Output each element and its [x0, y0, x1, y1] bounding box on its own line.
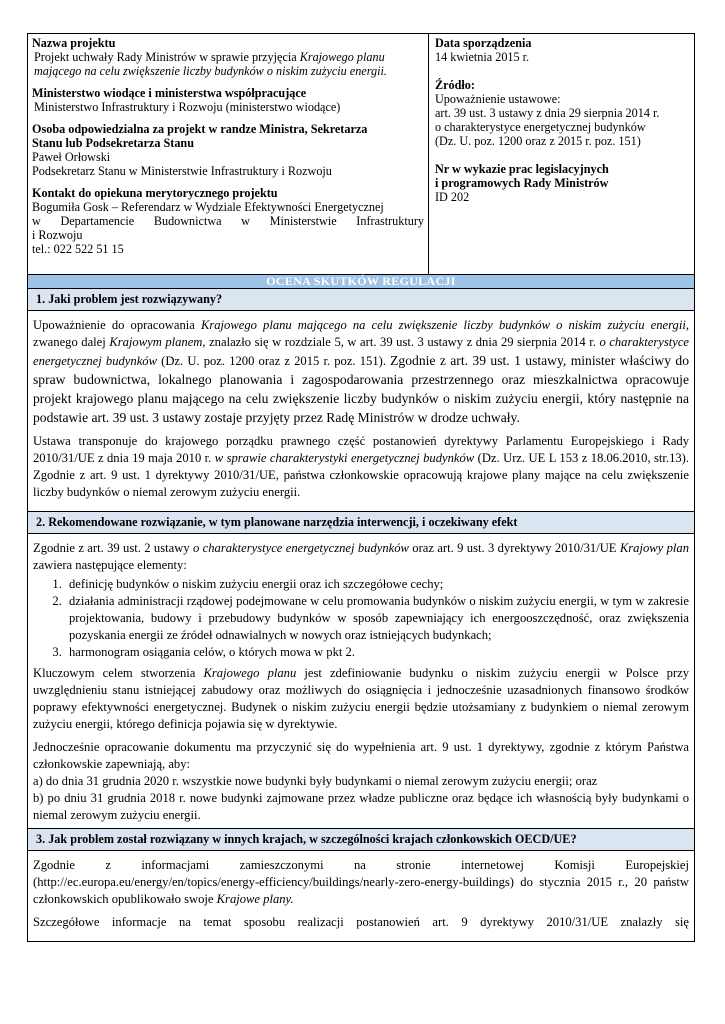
section1-paragraph2	[33, 433, 689, 501]
list-item: 1. definicję budynków o niskim zużyciu energii oraz ich szczegółowe cechy;	[65, 576, 689, 593]
s2p2-text-a: Kluczowym celem stworzenia	[33, 666, 204, 680]
s2p1-text-c: oraz art. 9 ust. 3 dyrektywy 2010/31/UE	[408, 541, 620, 555]
section2-point-b: b) po dniu 31 grudnia 2018 r. nowe budynki zajmowane przez władze publiczne oraz będące ich własnością były budynkami o niemal zerowym zużyciu energii.	[33, 791, 689, 822]
project-name-italic: Krajowego planu	[299, 50, 385, 64]
project-name-text: Projekt uchwały Rady Ministrów w sprawie przyjęcia	[34, 50, 297, 64]
ors-band-title: OCENA SKUTKÓW REGULACJI	[28, 274, 694, 288]
ministry-label: Ministerstwo wiodące i ministerstwa współpracujące	[32, 86, 307, 100]
section3-paragraph2: Szczegółowe informacje na temat sposobu realizacji postanowień art. 9 dyrektywy 2010/31/UE znalazły się	[33, 915, 689, 929]
s3p1-italic-b: Krajowe plany.	[216, 892, 294, 906]
s1p1-italic-d: Krajowym planem	[109, 335, 203, 349]
s2p1-text-a: Zgodnie z art. 39 ust. 2 ustawy	[33, 541, 193, 555]
registry-label-line2: i programowych Rady Ministrów	[435, 176, 609, 190]
section2-point-a: a) do dnia 31 grudnia 2020 r. wszystkie nowe budynki były budynkami o niemal zerowym zużyciu energii; oraz	[33, 774, 598, 788]
registry-value: ID 202	[435, 190, 470, 204]
source-line2: art. 39 ust. 3 ustawy z dnia 29 sierpnia 2014 r.	[435, 106, 660, 120]
section3-heading: 3. Jak problem został rozwiązany w innych krajach, w szczególności krajach członkowskich OECD/UE?	[28, 828, 694, 850]
s1p1-text-h: Zgodnie z art. 39 ust. 1 ustawy, minister właściwy do spraw budownictwa, lokalnego planowania i zagospodarowania przestrzennego oraz mieszkalnictwa opracowuje projekt krajowego planu mającego na celu zwiększenie liczby budynków o niskim zużyciu energii, który następnie na podstawie art. 39 ust. 3 ustawy zostaje przyjęty przez Radę Ministrów w drodze uchwały.	[33, 353, 689, 425]
s1p1-italic-b: Krajowego planu mającego na celu zwiększenie liczby budynków o niskim zużyciu energii	[200, 318, 686, 332]
s2p2-text-c: jest zdefiniowanie budynku o niskim zużyciu energii w Polsce przy uwzględnieniu stanu istniejącej zabudowy oraz możliwych do osiągnięcia i jednocześnie uzasadnionych finansowo środków poprawy efektywności energetycznej. Budynek o niskim zużyciu energii będzie utożsamiany z budynkiem o niemal zerowym zużyciu energii, którego definicja pojawia się w dyrektywie.	[33, 666, 689, 731]
section2-paragraph3: Jednocześnie opracowanie dokumentu ma przyczynić się do wypełnienia art. 9 ust. 1 dyrektywy, zgodnie z którym Państwa członkowskie zapewniają, aby:	[33, 740, 689, 771]
section2-paragraph1	[33, 540, 689, 574]
section2-heading: 2. Rekomendowane rozwiązanie, w tym planowane narzędzia interwencji, i oczekiwany efekt	[28, 511, 694, 533]
header-table	[28, 34, 694, 274]
date-value: 14 kwietnia 2015 r.	[435, 50, 530, 64]
registry-label-line1: Nr w wykazie prac legislacyjnych	[435, 162, 609, 176]
s2p2-italic-b: Krajowego planu	[203, 666, 297, 680]
header-left-cell	[28, 34, 429, 274]
s1p1-text-e: , znalazło się w rozdziale 5, w art. 39 ust. 3 ustawy z dnia 29 sierpnia 2014 r.	[202, 335, 600, 349]
section2-paragraph2	[33, 665, 689, 733]
s2p1-text-e: zawiera następujące elementy:	[33, 558, 187, 572]
section2-body	[28, 533, 694, 828]
contact-line3: i Rozwoju	[32, 228, 83, 242]
section2-elements-list	[33, 576, 689, 661]
source-line4: (Dz. U. poz. 1200 oraz z 2015 r. poz. 151)	[435, 134, 641, 148]
s1p1-text-a: Upoważnienie do opracowania	[33, 318, 201, 332]
header-right-cell	[429, 34, 694, 274]
source-label: Źródło:	[435, 78, 475, 92]
s2p1-italic-b: o charakterystyce energetycznej budynków	[192, 541, 409, 555]
s1p2-text-c: (Dz. Urz. UE L 153 z 18.06.2010, str.13). Zgodnie z art. 9 ust. 1 dyrektywy 2010/31/UE, państwa członkowskie opracowują krajowe plany mające na celu zwiększenie liczby budynków o niemal zerowym zużyciu energii.	[33, 451, 689, 499]
responsible-label-line2: Stanu lub Podsekretarza Stanu	[32, 136, 194, 150]
source-line1: Upoważnienie ustawowe:	[435, 92, 561, 106]
list-item: 3. harmonogram osiągania celów, o których mowa w pkt 2.	[65, 644, 689, 661]
date-label: Data sporządzenia	[435, 36, 532, 50]
responsible-label	[32, 122, 424, 150]
s1p1-text-c: , zwanego dalej	[33, 318, 689, 349]
contact-line2: w Departamencie Budownictwa w Ministerstwie Infrastruktury	[32, 214, 424, 228]
section1-heading: 1. Jaki problem jest rozwiązywany?	[28, 288, 694, 310]
s3p1-text-a: Zgodnie z informacjami zamieszczonymi na stronie internetowej Komisji Europejskiej (http://ec.europa.eu/energy/en/topics/energy-efficiency/buildings/nearly-zero-energy-buildings) do stycznia 2015 r., 20 państw członkowskich opublikowało swoje	[33, 858, 689, 906]
project-name-value	[32, 50, 424, 78]
project-name-label: Nazwa projektu	[32, 36, 116, 50]
s1p2-italic-b: w sprawie charakterystyki energetycznej budynków	[214, 451, 475, 465]
s1p1-text-g: (Dz. U. poz. 1200 oraz z 2015 r. poz. 151).	[156, 354, 391, 368]
s1p1-italic-f: o charakterystyce energetycznej budynków	[33, 335, 689, 368]
responsible-name: Paweł Orłowski	[32, 150, 111, 164]
section3-paragraph1	[33, 857, 689, 908]
s2p1-italic-d: Krajowy plan	[619, 541, 690, 555]
contact-label: Kontakt do opiekuna merytorycznego projektu	[32, 186, 278, 200]
section3-body	[28, 850, 694, 941]
section1-paragraph1	[33, 317, 689, 427]
ors-document	[27, 33, 695, 942]
project-name-italic-2: mającego na celu zwiększenie liczby budynków o niskim zużyciu energii.	[34, 64, 387, 78]
ministry-value: Ministerstwo Infrastruktury i Rozwoju (ministerstwo wiodące)	[34, 100, 341, 114]
section1-body	[28, 310, 694, 511]
contact-line1: Bogumiła Gosk – Referendarz w Wydziale Efektywności Energetycznej	[32, 200, 384, 214]
responsible-position: Podsekretarz Stanu w Ministerstwie Infrastruktury i Rozwoju	[32, 164, 332, 178]
list-item: 2. działania administracji rządowej podejmowane w celu promowania budynków o niskim zużyciu energii, w tym w zakresie projektowania, budowy i przebudowy budynków w sposób zapewniający ich energooszczędność, oraz zwiększenia pozyskania energii ze źródeł odnawialnych w nowych oraz istniejących budynkach;	[65, 593, 689, 644]
contact-tel: tel.: 022 522 51 15	[32, 242, 124, 256]
responsible-label-line1: Osoba odpowiedzialna za projekt w randze Ministra, Sekretarza	[32, 122, 368, 136]
source-line3: o charakterystyce energetycznej budynków	[435, 120, 646, 134]
s1p2-text-a: Ustawa transponuje do krajowego porządku prawnego część postanowień dyrektywy Parlamentu Europejskiego i Rady 2010/31/UE z dnia 19 maja 2010 r.	[33, 434, 689, 465]
